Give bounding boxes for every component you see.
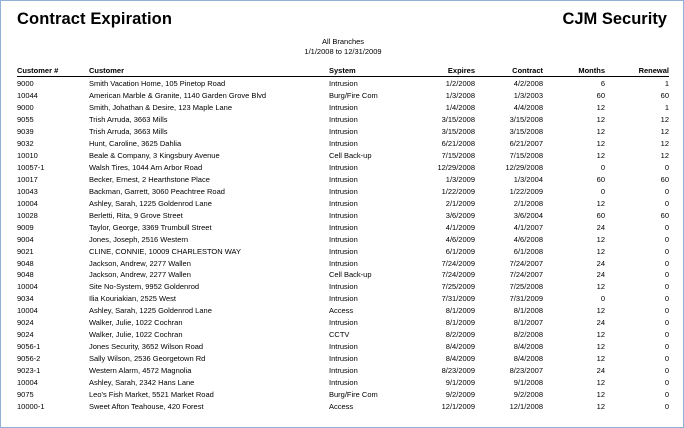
months-cell: 60 (596, 91, 605, 101)
months-cell: 12 (596, 234, 605, 244)
system-cell: Intrusion (329, 103, 358, 113)
table-row (17, 90, 669, 102)
customer-cell: Ashley, Sarah, 2342 Hans Lane (89, 377, 195, 387)
contract-cell: 9/1/2008 (513, 377, 543, 387)
table-row (17, 257, 669, 269)
renewal-cell: 60 (660, 174, 669, 184)
customer-cell: Sweet Afton Teahouse, 420 Forest (89, 401, 204, 411)
contract-cell: 8/23/2007 (509, 365, 543, 375)
system-cell: Intrusion (329, 174, 358, 184)
system-cell: Intrusion (329, 127, 358, 137)
customer-cell: Sally Wilson, 2536 Georgetown Rd (89, 354, 206, 364)
months-cell: 12 (596, 103, 605, 113)
system-cell: Intrusion (329, 139, 358, 149)
customer-number-cell: 9048 (17, 270, 34, 280)
contract-cell: 7/31/2009 (509, 294, 543, 304)
expires-cell: 1/3/2009 (445, 174, 475, 184)
customer-number-cell: 10057-1 (17, 163, 45, 173)
expires-cell: 8/4/2009 (445, 354, 475, 364)
months-cell: 0 (600, 186, 605, 196)
customer-cell: Ashley, Sarah, 1225 Goldenrod Lane (89, 198, 212, 208)
company-name: CJM Security (562, 10, 667, 28)
contract-cell: 7/15/2008 (509, 151, 543, 161)
table-row (17, 353, 669, 365)
renewal-cell: 0 (664, 401, 669, 411)
customer-number-cell: 10043 (17, 186, 38, 196)
table-row (17, 317, 669, 329)
months-cell: 12 (596, 330, 605, 340)
months-cell: 12 (596, 282, 605, 292)
table-row (17, 400, 669, 412)
customer-cell: Ashley, Sarah, 1225 Goldenrod Lane (89, 306, 212, 316)
expires-cell: 4/1/2009 (445, 222, 475, 232)
table-row (17, 305, 669, 317)
renewal-cell: 0 (664, 365, 669, 375)
expires-cell: 3/15/2008 (441, 115, 475, 125)
months-cell: 6 (600, 79, 605, 89)
table-row (17, 150, 669, 162)
table-row (17, 114, 669, 126)
col-system: System (329, 63, 415, 77)
contract-cell: 6/21/2007 (509, 139, 543, 149)
col-renewal: Renewal (605, 63, 669, 77)
expires-cell: 9/2/2009 (445, 389, 475, 399)
renewal-cell: 0 (664, 270, 669, 280)
col-contract: Contract (475, 63, 543, 77)
months-cell: 60 (596, 174, 605, 184)
system-cell: Burg/Fire Com (329, 389, 378, 399)
customer-number-cell: 10004 (17, 198, 38, 208)
customer-cell: American Marble & Granite, 1140 Garden Grove Blvd (89, 91, 267, 101)
customer-number-cell: 10010 (17, 151, 38, 161)
customer-cell: Jackson, Andrew, 2277 Wallen (89, 258, 191, 268)
table-header-row (17, 63, 669, 77)
contract-cell: 8/4/2008 (513, 354, 543, 364)
contract-cell: 6/1/2008 (513, 246, 543, 256)
system-cell: Intrusion (329, 186, 358, 196)
renewal-cell: 0 (664, 186, 669, 196)
customer-number-cell: 9024 (17, 330, 34, 340)
customer-cell: Hunt, Caroline, 3625 Dahlia (89, 139, 182, 149)
renewal-cell: 0 (664, 258, 669, 268)
contract-cell: 2/1/2008 (513, 198, 543, 208)
customer-cell: Walker, Julie, 1022 Cochran (89, 318, 183, 328)
system-cell: Intrusion (329, 377, 358, 387)
renewal-cell: 1 (664, 103, 669, 113)
expires-cell: 7/25/2009 (441, 282, 475, 292)
system-cell: Intrusion (329, 294, 358, 304)
customer-number-cell: 9023-1 (17, 365, 41, 375)
months-cell: 0 (600, 294, 605, 304)
expires-cell: 1/3/2008 (445, 91, 475, 101)
expires-cell: 3/6/2009 (445, 210, 475, 220)
renewal-cell: 0 (664, 377, 669, 387)
renewal-cell: 0 (664, 330, 669, 340)
system-cell: Intrusion (329, 342, 358, 352)
contract-cell: 4/4/2008 (513, 103, 543, 113)
customer-number-cell: 10044 (17, 91, 38, 101)
expires-cell: 12/29/2008 (437, 163, 475, 173)
table-row (17, 162, 669, 174)
contract-cell: 8/1/2008 (513, 306, 543, 316)
contract-cell: 8/1/2007 (513, 318, 543, 328)
customer-cell: CLINE, CONNIE, 10009 CHARLESTON WAY (89, 246, 241, 256)
contract-cell: 3/15/2008 (509, 127, 543, 137)
customer-number-cell: 9032 (17, 139, 34, 149)
contract-cell: 8/2/2008 (513, 330, 543, 340)
col-customer: Customer (89, 63, 329, 77)
system-cell: Intrusion (329, 79, 358, 89)
table-row (17, 329, 669, 341)
renewal-cell: 0 (664, 234, 669, 244)
months-cell: 60 (596, 210, 605, 220)
months-cell: 12 (596, 401, 605, 411)
renewal-cell: 0 (664, 306, 669, 316)
months-cell: 12 (596, 198, 605, 208)
customer-number-cell: 10028 (17, 210, 38, 220)
expires-cell: 4/6/2009 (445, 234, 475, 244)
renewal-cell: 0 (664, 354, 669, 364)
customer-number-cell: 9056-1 (17, 342, 41, 352)
customer-number-cell: 9000 (17, 103, 34, 113)
system-cell: Intrusion (329, 210, 358, 220)
months-cell: 12 (596, 139, 605, 149)
months-cell: 12 (596, 342, 605, 352)
contract-cell: 1/3/2004 (513, 174, 543, 184)
renewal-cell: 12 (660, 151, 669, 161)
renewal-cell: 60 (660, 210, 669, 220)
contract-cell: 3/6/2004 (513, 210, 543, 220)
table-row (17, 293, 669, 305)
customer-cell: Jones, Joseph, 2516 Western (89, 234, 189, 244)
system-cell: Intrusion (329, 365, 358, 375)
table-row (17, 185, 669, 197)
expires-cell: 8/1/2009 (445, 318, 475, 328)
customer-number-cell: 10004 (17, 282, 38, 292)
expires-cell: 2/1/2009 (445, 198, 475, 208)
customer-cell: Jackson, Andrew, 2277 Wallen (89, 270, 191, 280)
months-cell: 12 (596, 377, 605, 387)
col-expires: Expires (415, 63, 475, 77)
renewal-cell: 0 (664, 342, 669, 352)
renewal-cell: 60 (660, 91, 669, 101)
system-cell: Access (329, 306, 354, 316)
system-cell: Burg/Fire Com (329, 91, 378, 101)
customer-number-cell: 9056-2 (17, 354, 41, 364)
expires-cell: 7/31/2009 (441, 294, 475, 304)
expires-cell: 7/24/2009 (441, 258, 475, 268)
expires-cell: 8/4/2009 (445, 342, 475, 352)
expires-cell: 1/22/2009 (441, 186, 475, 196)
months-cell: 24 (596, 365, 605, 375)
system-cell: Intrusion (329, 163, 358, 173)
table-row (17, 233, 669, 245)
customer-cell: Site No-System, 9952 Goldenrod (89, 282, 200, 292)
renewal-cell: 0 (664, 163, 669, 173)
customer-cell: Walsh Tires, 1044 Arn Arbor Road (89, 163, 203, 173)
renewal-cell: 0 (664, 246, 669, 256)
customer-cell: Becker, Ernest, 2 Hearthstone Place (89, 174, 210, 184)
system-cell: Intrusion (329, 222, 358, 232)
system-cell: Intrusion (329, 318, 358, 328)
months-cell: 24 (596, 258, 605, 268)
contract-cell: 9/2/2008 (513, 389, 543, 399)
contract-cell: 12/29/2008 (505, 163, 543, 173)
branches-label: All Branches (321, 37, 365, 46)
table-row (17, 126, 669, 138)
renewal-cell: 12 (660, 139, 669, 149)
expires-cell: 1/4/2008 (445, 103, 475, 113)
customer-cell: Smith, Johathan & Desire, 123 Maple Lane (89, 103, 233, 113)
expires-cell: 8/1/2009 (445, 306, 475, 316)
customer-number-cell: 9039 (17, 127, 34, 137)
table-row (17, 281, 669, 293)
renewal-cell: 1 (664, 79, 669, 89)
contract-cell: 4/2/2008 (513, 79, 543, 89)
customer-cell: Ilia Kouriakian, 2525 West (89, 294, 176, 304)
system-cell: Intrusion (329, 234, 358, 244)
table-row (17, 102, 669, 114)
contract-cell: 1/22/2009 (509, 186, 543, 196)
table-row (17, 376, 669, 388)
customer-number-cell: 9021 (17, 246, 34, 256)
customer-cell: Western Alarm, 4572 Magnolia (89, 365, 192, 375)
contract-cell: 4/6/2008 (513, 234, 543, 244)
expires-cell: 6/21/2008 (441, 139, 475, 149)
system-cell: Intrusion (329, 354, 358, 364)
renewal-cell: 0 (664, 389, 669, 399)
table-row (17, 174, 669, 186)
customer-number-cell: 9009 (17, 222, 34, 232)
expires-cell: 6/1/2009 (445, 246, 475, 256)
contract-cell: 12/1/2008 (509, 401, 543, 411)
system-cell: Access (329, 401, 354, 411)
months-cell: 12 (596, 246, 605, 256)
contract-cell: 7/25/2008 (509, 282, 543, 292)
contract-cell: 3/15/2008 (509, 115, 543, 125)
months-cell: 24 (596, 270, 605, 280)
months-cell: 24 (596, 318, 605, 328)
renewal-cell: 12 (660, 127, 669, 137)
expires-cell: 9/1/2009 (445, 377, 475, 387)
months-cell: 12 (596, 151, 605, 161)
expires-cell: 8/23/2009 (441, 365, 475, 375)
renewal-cell: 0 (664, 222, 669, 232)
date-range-label: 1/1/2008 to 12/31/2009 (304, 47, 382, 56)
contract-cell: 8/4/2008 (513, 342, 543, 352)
system-cell: Cell Back-up (329, 151, 372, 161)
table-row (17, 77, 669, 90)
months-cell: 12 (596, 354, 605, 364)
report-title: Contract Expiration (17, 10, 173, 28)
expires-cell: 3/15/2008 (441, 127, 475, 137)
customer-number-cell: 10017 (17, 174, 38, 184)
table-row (17, 138, 669, 150)
expires-cell: 7/15/2008 (441, 151, 475, 161)
months-cell: 24 (596, 222, 605, 232)
expires-cell: 8/2/2009 (445, 330, 475, 340)
customer-number-cell: 9024 (17, 318, 34, 328)
expires-cell: 12/1/2009 (441, 401, 475, 411)
contract-cell: 7/24/2007 (509, 258, 543, 268)
customer-number-cell: 10000-1 (17, 401, 45, 411)
contract-cell: 7/24/2007 (509, 270, 543, 280)
system-cell: Intrusion (329, 258, 358, 268)
customer-number-cell: 9048 (17, 258, 34, 268)
system-cell: CCTV (329, 330, 350, 340)
system-cell: Cell Back-up (329, 270, 372, 280)
renewal-cell: 0 (664, 282, 669, 292)
months-cell: 12 (596, 115, 605, 125)
col-customer-number: Customer # (17, 63, 89, 77)
table-row (17, 197, 669, 209)
table-row (17, 365, 669, 377)
system-cell: Intrusion (329, 115, 358, 125)
renewal-cell: 12 (660, 115, 669, 125)
months-cell: 12 (596, 389, 605, 399)
system-cell: Intrusion (329, 198, 358, 208)
contract-cell: 1/3/2003 (513, 91, 543, 101)
customer-cell: Trish Arruda, 3663 Mills (89, 127, 168, 137)
customer-cell: Berletti, Rita, 9 Grove Street (89, 210, 183, 220)
renewal-cell: 0 (664, 294, 669, 304)
col-months: Months (543, 63, 605, 77)
customer-number-cell: 10004 (17, 377, 38, 387)
table-row (17, 221, 669, 233)
expires-cell: 7/24/2009 (441, 270, 475, 280)
table-row (17, 341, 669, 353)
customer-cell: Walker, Julie, 1022 Cochran (89, 330, 183, 340)
customer-cell: Beale & Company, 3 Kingsbury Avenue (89, 151, 220, 161)
contract-table (17, 63, 669, 412)
system-cell: Intrusion (329, 282, 358, 292)
customer-number-cell: 9004 (17, 234, 34, 244)
months-cell: 0 (600, 163, 605, 173)
customer-cell: Taylor, George, 3369 Trumbull Street (89, 222, 212, 232)
customer-cell: Backman, Garrett, 3060 Peachtree Road (89, 186, 225, 196)
months-cell: 12 (596, 127, 605, 137)
customer-cell: Leo's Fish Market, 5521 Market Road (89, 389, 214, 399)
table-row (17, 269, 669, 281)
customer-number-cell: 9075 (17, 389, 34, 399)
customer-number-cell: 9055 (17, 115, 34, 125)
customer-number-cell: 9000 (17, 79, 34, 89)
customer-number-cell: 9034 (17, 294, 34, 304)
months-cell: 12 (596, 306, 605, 316)
contract-cell: 4/1/2007 (513, 222, 543, 232)
table-row (17, 245, 669, 257)
renewal-cell: 0 (664, 318, 669, 328)
table-row (17, 388, 669, 400)
customer-cell: Trish Arruda, 3663 Mills (89, 115, 168, 125)
customer-cell: Smith Vacation Home, 105 Pinetop Road (89, 79, 226, 89)
expires-cell: 1/2/2008 (445, 79, 475, 89)
table-row (17, 209, 669, 221)
renewal-cell: 0 (664, 198, 669, 208)
table-body (17, 77, 669, 413)
system-cell: Intrusion (329, 246, 358, 256)
customer-cell: Jones Security, 3652 Wilson Road (89, 342, 204, 352)
customer-number-cell: 10004 (17, 306, 38, 316)
